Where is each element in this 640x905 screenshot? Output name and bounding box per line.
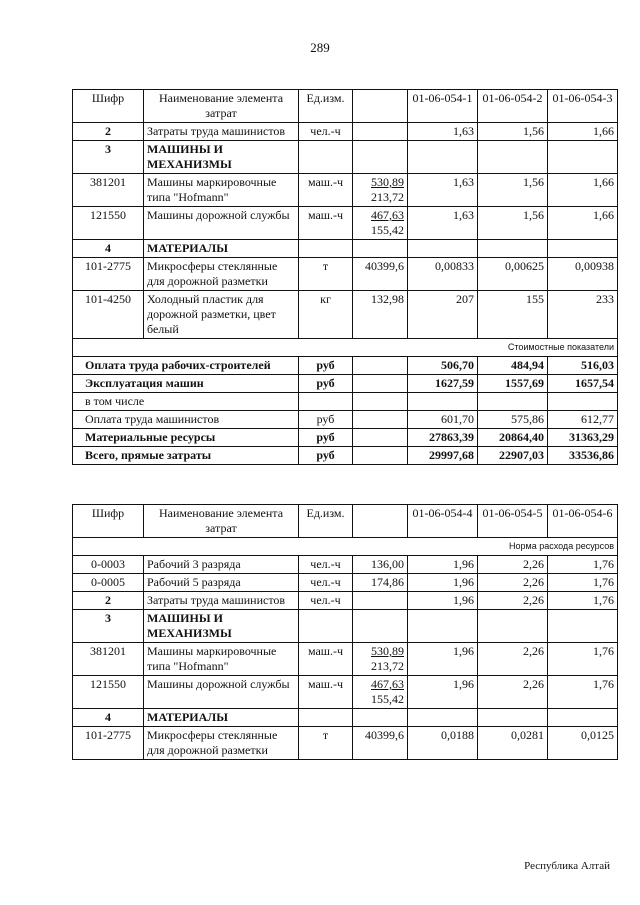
row-unit: маш.-ч <box>299 207 353 240</box>
row-value-1: 1,63 <box>408 174 478 207</box>
table-row <box>73 727 618 760</box>
table-row <box>73 709 618 727</box>
row-name: Микросферы стеклянные для дорожной разметки <box>144 727 299 760</box>
price-value: 530,89 <box>371 175 404 189</box>
summary-name: Оплата труда машинистов <box>73 411 299 429</box>
summary-value-1: 506,70 <box>408 357 478 375</box>
row-name: Рабочий 5 разряда <box>144 574 299 592</box>
price-value: 530,89 <box>371 644 404 658</box>
row-code: 4 <box>73 240 144 258</box>
row-value-3: 233 <box>548 291 618 339</box>
row-name: Рабочий 3 разряда <box>144 556 299 574</box>
row-unit <box>299 610 353 643</box>
summary-value-2: 20864,40 <box>478 429 548 447</box>
row-value-3: 1,66 <box>548 123 618 141</box>
row-code: 4 <box>73 709 144 727</box>
table-row <box>73 141 618 174</box>
row-name: МАТЕРИАЛЫ <box>144 240 299 258</box>
table-row <box>73 174 618 207</box>
row-unit: маш.-ч <box>299 174 353 207</box>
row-name: Машины дорожной службы <box>144 207 299 240</box>
row-value-3: 1,76 <box>548 574 618 592</box>
row-name: Затраты труда машинистов <box>144 592 299 610</box>
row-unit: маш.-ч <box>299 643 353 676</box>
row-price <box>353 709 408 727</box>
row-value-3: 1,76 <box>548 556 618 574</box>
price-wage-value: 213,72 <box>371 190 404 204</box>
summary-name: Оплата труда рабочих-строителей <box>73 357 299 375</box>
row-name: Машины маркировочные типа "Hofmann" <box>144 643 299 676</box>
row-value-1: 0,0188 <box>408 727 478 760</box>
row-value-1: 1,96 <box>408 574 478 592</box>
summary-value-3: 31363,29 <box>548 429 618 447</box>
row-value-3 <box>548 610 618 643</box>
row-value-2: 155 <box>478 291 548 339</box>
row-value-2: 1,56 <box>478 174 548 207</box>
summary-name: Эксплуатация машин <box>73 375 299 393</box>
header-row <box>73 90 618 123</box>
section-label: Стоимостные показатели <box>73 339 618 357</box>
row-code: 2 <box>73 592 144 610</box>
header-unit: Ед.изм. <box>299 90 353 123</box>
row-value-1: 0,00833 <box>408 258 478 291</box>
price-value: 174,86 <box>371 575 404 589</box>
summary-name: в том числе <box>73 393 299 411</box>
row-value-1: 1,63 <box>408 123 478 141</box>
header-col-2: 01-06-054-5 <box>478 505 548 538</box>
header-col-3: 01-06-054-6 <box>548 505 618 538</box>
row-value-3: 1,76 <box>548 643 618 676</box>
row-unit: т <box>299 727 353 760</box>
row-name: Машины маркировочные типа "Hofmann" <box>144 174 299 207</box>
row-name: Машины дорожной службы <box>144 676 299 709</box>
row-value-3 <box>548 709 618 727</box>
row-price <box>353 141 408 174</box>
summary-value-1: 29997,68 <box>408 447 478 465</box>
summary-price <box>353 429 408 447</box>
row-price <box>353 727 408 760</box>
row-price <box>353 592 408 610</box>
row-price <box>353 556 408 574</box>
summary-value-2: 1557,69 <box>478 375 548 393</box>
row-price <box>353 207 408 240</box>
summary-price <box>353 393 408 411</box>
summary-value-2 <box>478 393 548 411</box>
row-code: 0-0003 <box>73 556 144 574</box>
row-value-2: 1,56 <box>478 123 548 141</box>
price-value: 132,98 <box>371 292 404 306</box>
summary-value-3 <box>548 393 618 411</box>
price-value: 40399,6 <box>365 259 404 273</box>
header-code: Шифр <box>73 505 144 538</box>
row-value-2: 0,00625 <box>478 258 548 291</box>
summary-price <box>353 447 408 465</box>
row-unit: маш.-ч <box>299 676 353 709</box>
price-value: 136,00 <box>371 557 404 571</box>
row-code: 3 <box>73 610 144 643</box>
summary-value-1: 601,70 <box>408 411 478 429</box>
summary-row <box>73 447 618 465</box>
summary-value-1: 27863,39 <box>408 429 478 447</box>
row-price <box>353 643 408 676</box>
row-code: 101-2775 <box>73 727 144 760</box>
row-name: МАТЕРИАЛЫ <box>144 709 299 727</box>
row-value-2 <box>478 610 548 643</box>
row-value-3: 0,00938 <box>548 258 618 291</box>
row-unit: чел.-ч <box>299 592 353 610</box>
row-code: 3 <box>73 141 144 174</box>
row-value-2 <box>478 709 548 727</box>
row-value-1 <box>408 709 478 727</box>
summary-name: Всего, прямые затраты <box>73 447 299 465</box>
row-value-3: 1,76 <box>548 676 618 709</box>
row-price <box>353 610 408 643</box>
row-price <box>353 123 408 141</box>
estimate-table-1 <box>72 89 618 465</box>
header-row <box>73 505 618 538</box>
row-code: 121550 <box>73 676 144 709</box>
section-label-row <box>73 538 618 556</box>
summary-value-2: 484,94 <box>478 357 548 375</box>
row-unit: т <box>299 258 353 291</box>
price-value: 467,63 <box>371 677 404 691</box>
table-row <box>73 240 618 258</box>
summary-unit: руб <box>299 357 353 375</box>
summary-row <box>73 393 618 411</box>
row-value-2: 2,26 <box>478 643 548 676</box>
summary-row <box>73 411 618 429</box>
row-price <box>353 574 408 592</box>
header-col-2: 01-06-054-2 <box>478 90 548 123</box>
row-value-3 <box>548 240 618 258</box>
table-row <box>73 643 618 676</box>
row-price <box>353 291 408 339</box>
row-unit: чел.-ч <box>299 574 353 592</box>
row-value-2: 2,26 <box>478 676 548 709</box>
summary-value-1: 1627,59 <box>408 375 478 393</box>
row-value-3: 1,66 <box>548 207 618 240</box>
header-unit: Ед.изм. <box>299 505 353 538</box>
row-value-1: 1,96 <box>408 592 478 610</box>
summary-value-3: 1657,54 <box>548 375 618 393</box>
row-name: МАШИНЫ И МЕХАНИЗМЫ <box>144 610 299 643</box>
row-value-1: 1,96 <box>408 643 478 676</box>
summary-unit: руб <box>299 429 353 447</box>
row-value-3: 1,66 <box>548 174 618 207</box>
summary-value-3: 516,03 <box>548 357 618 375</box>
row-price <box>353 240 408 258</box>
header-code: Шифр <box>73 90 144 123</box>
table-row <box>73 207 618 240</box>
header-col-1: 01-06-054-1 <box>408 90 478 123</box>
row-value-2 <box>478 240 548 258</box>
row-value-2: 2,26 <box>478 592 548 610</box>
row-value-1 <box>408 610 478 643</box>
row-code: 381201 <box>73 174 144 207</box>
summary-value-3: 33536,86 <box>548 447 618 465</box>
row-value-1: 207 <box>408 291 478 339</box>
summary-row <box>73 429 618 447</box>
table-row <box>73 291 618 339</box>
row-value-3: 0,0125 <box>548 727 618 760</box>
summary-row <box>73 375 618 393</box>
row-unit: чел.-ч <box>299 123 353 141</box>
summary-unit: руб <box>299 411 353 429</box>
row-value-2: 2,26 <box>478 556 548 574</box>
row-value-3: 1,76 <box>548 592 618 610</box>
row-value-2: 2,26 <box>478 574 548 592</box>
row-code: 0-0005 <box>73 574 144 592</box>
row-price <box>353 676 408 709</box>
summary-value-2: 575,86 <box>478 411 548 429</box>
row-price <box>353 174 408 207</box>
table-row <box>73 574 618 592</box>
row-price <box>353 258 408 291</box>
row-unit <box>299 240 353 258</box>
row-value-1: 1,96 <box>408 676 478 709</box>
summary-unit: руб <box>299 375 353 393</box>
section-label: Норма расхода ресурсов <box>73 538 618 556</box>
footer-region: Республика Алтай <box>524 860 610 872</box>
price-value: 467,63 <box>371 208 404 222</box>
header-name: Наименование элемента затрат <box>144 505 299 538</box>
row-value-2: 0,0281 <box>478 727 548 760</box>
row-code: 381201 <box>73 643 144 676</box>
row-name: Холодный пластик для дорожной разметки, цвет белый <box>144 291 299 339</box>
table-row <box>73 556 618 574</box>
row-value-1: 1,63 <box>408 207 478 240</box>
summary-price <box>353 411 408 429</box>
section-label-row <box>73 339 618 357</box>
header-name: Наименование элемента затрат <box>144 90 299 123</box>
summary-price <box>353 375 408 393</box>
header-price <box>353 505 408 538</box>
row-name: Микросферы стеклянные для дорожной разметки <box>144 258 299 291</box>
summary-price <box>353 357 408 375</box>
page-number: 289 <box>310 40 330 55</box>
header-price <box>353 90 408 123</box>
price-wage-value: 155,42 <box>371 692 404 706</box>
row-unit: чел.-ч <box>299 556 353 574</box>
row-value-2: 1,56 <box>478 207 548 240</box>
summary-unit: руб <box>299 447 353 465</box>
row-name: МАШИНЫ И МЕХАНИЗМЫ <box>144 141 299 174</box>
table-row <box>73 123 618 141</box>
table-row <box>73 676 618 709</box>
price-wage-value: 213,72 <box>371 659 404 673</box>
summary-value-2: 22907,03 <box>478 447 548 465</box>
row-unit <box>299 709 353 727</box>
row-value-1 <box>408 141 478 174</box>
price-value: 40399,6 <box>365 728 404 742</box>
summary-row <box>73 357 618 375</box>
header-col-3: 01-06-054-3 <box>548 90 618 123</box>
table-row <box>73 258 618 291</box>
summary-name: Материальные ресурсы <box>73 429 299 447</box>
row-value-1: 1,96 <box>408 556 478 574</box>
summary-unit <box>299 393 353 411</box>
row-code: 101-4250 <box>73 291 144 339</box>
row-value-2 <box>478 141 548 174</box>
row-unit: кг <box>299 291 353 339</box>
table-row <box>73 592 618 610</box>
row-code: 101-2775 <box>73 258 144 291</box>
row-code: 121550 <box>73 207 144 240</box>
header-col-1: 01-06-054-4 <box>408 505 478 538</box>
row-value-3 <box>548 141 618 174</box>
row-name: Затраты труда машинистов <box>144 123 299 141</box>
estimate-table-2 <box>72 504 618 760</box>
row-value-1 <box>408 240 478 258</box>
summary-value-3: 612,77 <box>548 411 618 429</box>
price-wage-value: 155,42 <box>371 223 404 237</box>
table-row <box>73 610 618 643</box>
row-unit <box>299 141 353 174</box>
row-code: 2 <box>73 123 144 141</box>
summary-value-1 <box>408 393 478 411</box>
